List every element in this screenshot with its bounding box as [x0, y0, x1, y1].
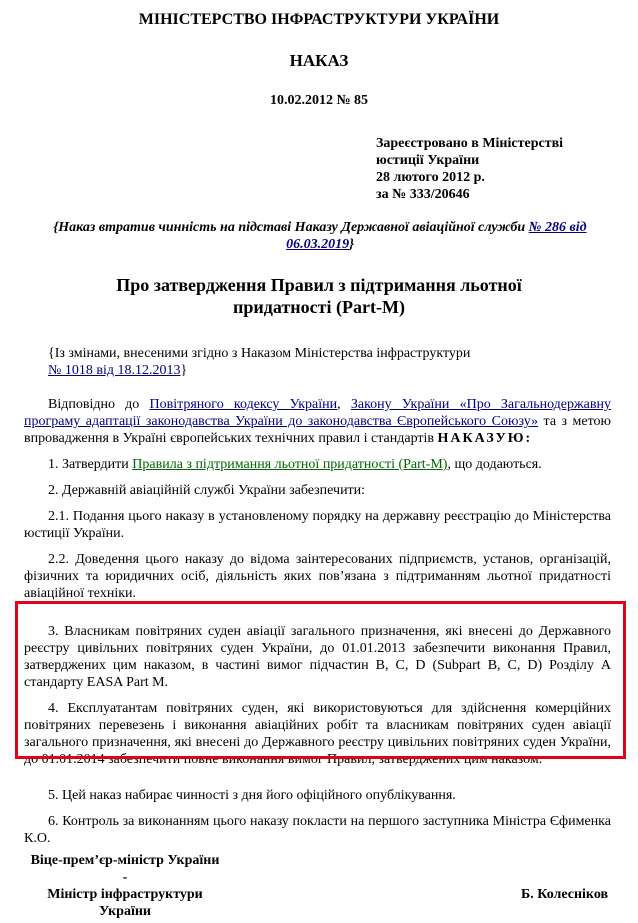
signatory-position — [30, 852, 220, 920]
signatory-line: Міністр інфраструктури — [47, 887, 203, 902]
item-2-1: 2.1. Подання цього наказу в установленому порядку на державну реєстрацію до Міністерства юстиції України. — [24, 509, 611, 541]
signatory-line: України — [98, 904, 151, 919]
registration-line: 28 лютого 2012 р. — [376, 170, 485, 185]
repeal-note-close: } — [349, 237, 354, 252]
item-5: 5. Цей наказ набирає чинності з дня його офіційного опублікування. — [48, 788, 456, 803]
document-title — [0, 274, 638, 318]
item-text: 1. Затвердити — [48, 457, 133, 472]
registration-block — [376, 135, 563, 203]
order-heading: НАКАЗ — [289, 51, 349, 70]
item-6: 6. Контроль за виконанням цього наказу покласти на першого заступника Міністра Єфименка К.О. — [24, 814, 611, 846]
registration-line: за № 333/20646 — [376, 187, 470, 202]
preamble-text: , — [337, 397, 351, 412]
item-text: , що додаються. — [447, 457, 542, 472]
repeal-note-text: {Наказ втратив чинність на підставі Наказу Державної авіаційної служби — [53, 220, 529, 235]
order-date-number: 10.02.2012 № 85 — [269, 93, 369, 108]
repeal-note — [20, 219, 620, 253]
amendments-note — [48, 345, 608, 379]
signatory-name: Б. Колесніков — [521, 887, 609, 902]
amendment-order-link[interactable]: № 1018 від 18.12.2013 — [48, 363, 181, 378]
ministry-heading: МІНІСТЕРСТВО ІНФРАСТРУКТУРИ УКРАЇНИ — [138, 11, 500, 28]
amendments-text: {Із змінами, внесеними згідно з Наказом Міністерства інфраструктури — [48, 346, 471, 361]
order-word: НАКАЗУЮ: — [437, 431, 533, 446]
part-m-rules-link[interactable]: Правила з підтримання льотної придатності (Part-M) — [132, 457, 448, 472]
preamble-text: та з метою впровадження в Україні європейських технічних правил і стандартів — [24, 414, 612, 446]
preamble-paragraph — [24, 396, 611, 447]
item-3: 3. Власникам повітряних суден авіації загального призначення, які внесені до Державного реєстру цивільних повітряних суден України, до 01.01.2013 забезпечити виконання Правил, затверджених цим наказом, в частині вимог підчастин B, C, D (Subpart B, C, D) Розділу A стандарту EASA Part M. — [24, 624, 611, 690]
item-2-2: 2.2. Доведення цього наказу до відома заінтересованих підприємств, установ, організацій, фізичних та юридичних осіб, діяльність яких пов’язана з підтриманням льотної придатності авіаційної техніки. — [24, 552, 611, 601]
item-4: 4. Експлуатантам повітряних суден, які використовуються для здійснення комерційних повітряних перевезень і виконання авіаційних робіт та власникам повітряних суден авіації загального призначення, які внесені до Державного реєстру цивільних повітряних суден України, до 01.01.2014 забезпечити повне виконання вимог Правил, затверджених цим наказом. — [24, 701, 611, 767]
registration-line: Зареєстровано в Міністерстві — [376, 136, 564, 151]
amendments-close: } — [180, 363, 188, 378]
air-code-link[interactable]: Повітряного кодексу України — [149, 397, 338, 412]
repeal-order-link[interactable]: № 286 від 06.03.2019 — [286, 220, 587, 252]
item-2: 2. Державній авіаційній службі України забезпечити: — [48, 483, 366, 498]
eu-adaptation-law-link[interactable]: Закону України «Про Загальнодержавну програму адаптації законодавства України до законодавства Європейського Союзу» — [24, 397, 611, 429]
document-title-text: Про затвердження Правил з підтримання льотної придатності (Part-M) — [116, 275, 522, 317]
signatory-line: Віце-прем’єр-міністр України - — [30, 853, 220, 885]
registration-line: юстиції України — [376, 153, 480, 168]
highlight-box — [15, 601, 626, 759]
item-1 — [24, 456, 611, 473]
preamble-text: Відповідно до — [48, 397, 150, 412]
